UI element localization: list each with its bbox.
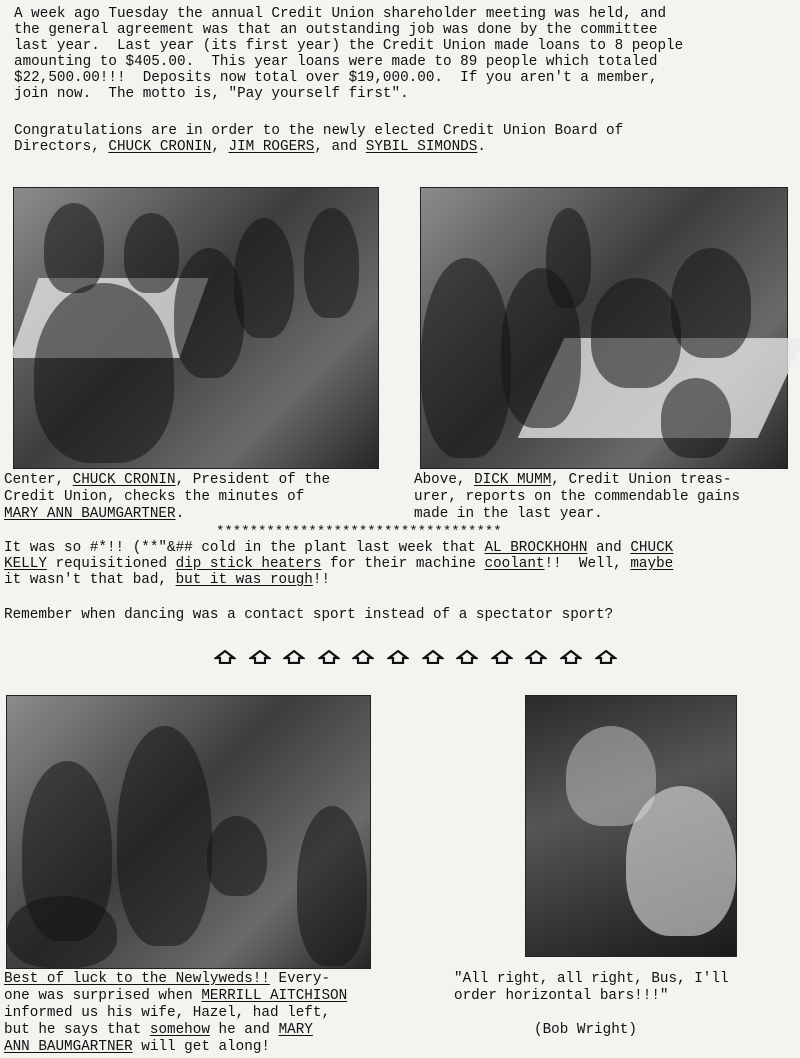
caption-text: Center, [4, 472, 73, 488]
caption-text: , Credit Union treas- [551, 472, 732, 488]
newlyweds-line-3: informed us his wife, Hazel, had left, [4, 1005, 331, 1021]
intro-line-5: $22,500.00!!! Deposits now total over $19,000.00. If you aren't a member, [14, 70, 658, 86]
cold-line-1 [4, 540, 673, 556]
item-dip-stick-heaters: dip stick heaters [175, 556, 322, 572]
congrats-sep: , and [314, 139, 366, 155]
intro-line-6: join now. The motto is, "Pay yourself first". [14, 86, 409, 102]
caption-right-line-2: urer, reports on the commendable gains [414, 489, 741, 505]
photo-meeting-center [13, 187, 379, 469]
newlyweds-line-5 [4, 1039, 270, 1055]
photo-figure [626, 786, 736, 936]
item-coolant: coolant [484, 556, 545, 572]
caption-right-line-3: made in the last year. [414, 506, 603, 522]
newlyweds-line-2 [4, 988, 347, 1004]
arrow-up-icon [249, 650, 271, 664]
quote-credit: (Bob Wright) [534, 1022, 637, 1038]
name-mary: MARY [278, 1022, 313, 1038]
intro-line-1: A week ago Tuesday the annual Credit Union shareholder meeting was held, and [14, 6, 667, 22]
photo-figure [44, 203, 104, 293]
intro-line-2: the general agreement was that an outstanding job was done by the committee [14, 22, 658, 38]
name-merrill-aitchison: MERRILL AITCHISON [201, 988, 348, 1004]
intro-line-3: last year. Last year (its first year) the Credit Union made loans to 8 people [14, 38, 684, 54]
cold-line-3 [4, 572, 330, 588]
newlyweds-line-1 [4, 971, 330, 987]
arrow-up-icon [525, 650, 547, 664]
caption-text: one was surprised when [4, 988, 202, 1004]
photo-meeting-above [420, 187, 788, 469]
name-kelly: KELLY [4, 556, 47, 572]
word-maybe: maybe [630, 556, 674, 572]
arrow-up-icon [456, 650, 478, 664]
quote-line-1: "All right, all right, Bus, I'll [454, 971, 729, 987]
star-divider: ********************************** [216, 524, 502, 540]
caption-right-line-1 [414, 472, 731, 488]
photo-figure [207, 816, 267, 896]
name-jim-rogers: JIM ROGERS [228, 139, 315, 155]
cold-line-2 [4, 556, 673, 572]
newlyweds-line-4 [4, 1022, 313, 1038]
name-chuck-cronin: CHUCK CRONIN [72, 472, 176, 488]
arrow-up-icon [283, 650, 305, 664]
photo-figure [671, 248, 751, 358]
arrow-up-icon [595, 650, 617, 664]
caption-text: but he says that [4, 1022, 150, 1038]
arrow-up-icon [560, 650, 582, 664]
congrats-prefix: Directors, [14, 139, 109, 155]
story-text: it wasn't that bad, [4, 572, 176, 588]
photo-newlyweds [6, 695, 371, 969]
congrats-line-1: Congratulations are in order to the newly elected Credit Union Board of [14, 123, 624, 139]
arrow-divider [214, 650, 617, 664]
photo-figure [34, 283, 174, 463]
photo-figure [304, 208, 359, 318]
story-text: !! Well, [544, 556, 631, 572]
congrats-line-2 [14, 139, 486, 155]
quote-line-2: order horizontal bars!!!" [454, 988, 669, 1004]
story-text: and [587, 540, 631, 556]
photo-figure [7, 896, 117, 968]
caption-text: , President of the [175, 472, 331, 488]
story-text: !! [312, 572, 331, 588]
name-mary-ann-baumgartner: MARY ANN BAUMGARTNER [4, 506, 176, 522]
arrow-up-icon [352, 650, 374, 664]
remember-line: Remember when dancing was a contact sport instead of a spectator sport? [4, 607, 614, 623]
headline-newlyweds: Best of luck to the Newlyweds!! [4, 971, 270, 987]
photo-figure [661, 378, 731, 458]
caption-text: he and [209, 1022, 279, 1038]
photo-figure [124, 213, 179, 293]
arrow-up-icon [387, 650, 409, 664]
caption-left-line-2: Credit Union, checks the minutes of [4, 489, 305, 505]
caption-text: Every- [269, 971, 331, 987]
photo-bob-wright [525, 695, 737, 957]
name-chuck: CHUCK [630, 540, 674, 556]
photo-figure [591, 278, 681, 388]
photo-figure [546, 208, 591, 308]
caption-left-line-3 [4, 506, 184, 522]
caption-left-line-1 [4, 472, 330, 488]
congrats-sep: , [211, 139, 229, 155]
caption-text: . [175, 506, 185, 522]
intro-line-4: amounting to $405.00. This year loans were made to 89 people which totaled [14, 54, 658, 70]
word-somehow: somehow [149, 1022, 210, 1038]
caption-text: will get along! [132, 1039, 270, 1055]
photo-figure [421, 258, 511, 458]
name-ann-baumgartner: ANN BAUMGARTNER [4, 1039, 133, 1055]
phrase-but-it-was-rough: but it was rough [175, 572, 313, 588]
caption-text: Above, [414, 472, 475, 488]
congrats-end: . [477, 139, 486, 155]
name-dick-mumm: DICK MUMM [474, 472, 552, 488]
name-chuck-cronin: CHUCK CRONIN [108, 139, 212, 155]
arrow-up-icon [422, 650, 444, 664]
name-al-brockhohn: AL BROCKHOHN [484, 540, 588, 556]
photo-figure [117, 726, 212, 946]
photo-figure [234, 218, 294, 338]
arrow-up-icon [318, 650, 340, 664]
photo-figure [297, 806, 367, 966]
story-text: for their machine [321, 556, 485, 572]
story-text: requisitioned [46, 556, 176, 572]
name-sybil-simonds: SYBIL SIMONDS [365, 139, 478, 155]
arrow-up-icon [214, 650, 236, 664]
story-text: It was so #*!! (**"&## cold in the plant last week that [4, 540, 485, 556]
arrow-up-icon [491, 650, 513, 664]
